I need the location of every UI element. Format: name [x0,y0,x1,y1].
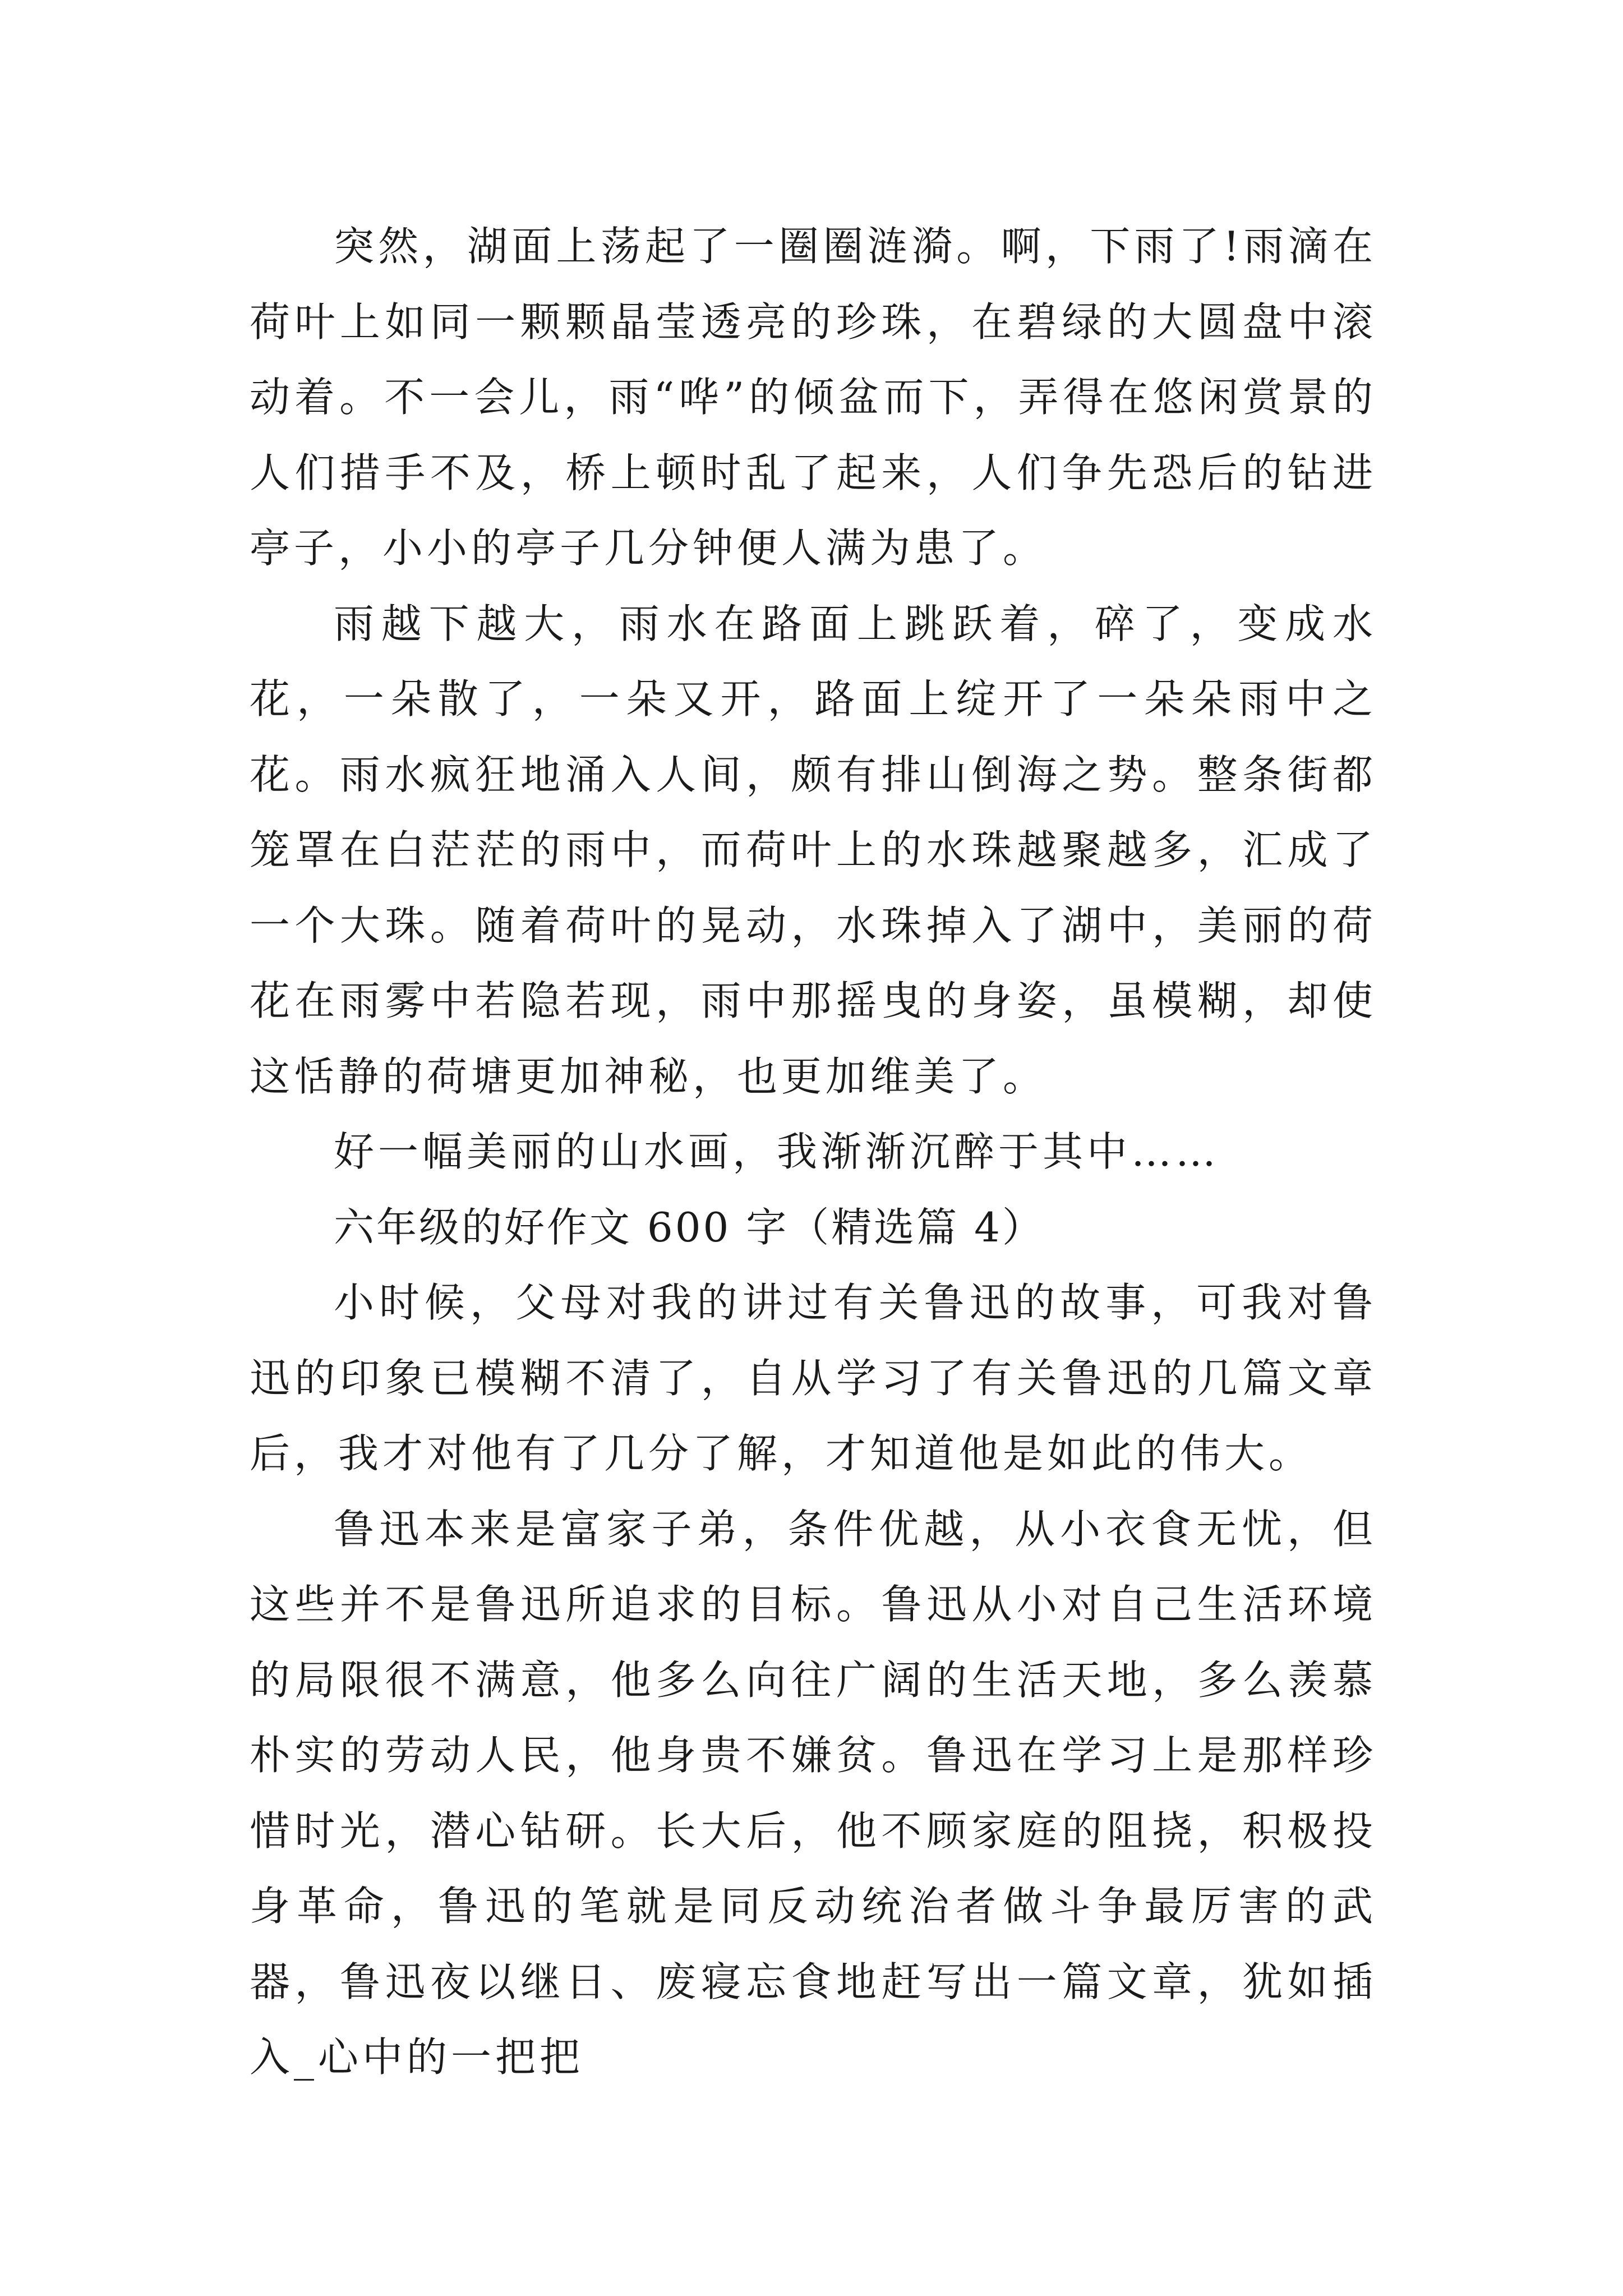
essay-heading: 六年级的好作文 600 字（精选篇 4） [334,1203,1045,1251]
document-body [250,209,1377,2095]
paragraph-luxun-biography: 鲁迅本来是富家子弟，条件优越，从小衣食无忧，但这些并不是鲁迅所追求的目标。鲁迅从小对自己生活环境的局限很不满意，他多么向往广阔的生活天地，多么羡慕朴实的劳动人民，他身贵不嫌贫。鲁迅在学习上是那样珍惜时光，潜心钻研。长大后，他不顾家庭的阻挠，积极投身革命，鲁迅的笔就是同反动统治者做斗争最厉害的武器，鲁迅夜以继日、废寝忘食地赶写出一篇文章，犹如插入_心中的一把把 [250,1505,1377,2081]
paragraph-childhood-luxun: 小时候，父母对我的讲过有关鲁迅的故事，可我对鲁迅的印象已模糊不清了，自从学习了有关鲁迅的几篇文章后，我才对他有了几分了解，才知道他是如此的伟大。 [250,1279,1377,1477]
paragraph-rain-begins: 突然，湖面上荡起了一圈圈涟漪。啊，下雨了!雨滴在荷叶上如同一颗颗晶莹透亮的珍珠，在碧绿的大圆盘中滚动着。不一会儿，雨“哗”的倾盆而下，弄得在悠闲赏景的人们措手不及，桥上顿时乱了起来，人们争先恐后的钻进亭子，小小的亭子几分钟便人满为患了。 [250,223,1377,572]
paragraph-landscape-painting: 好一幅美丽的山水画，我渐渐沉醉于其中…… [334,1128,1220,1175]
paragraph-heavy-rain: 雨越下越大，雨水在路面上跳跃着，碎了，变成水花，一朵散了，一朵又开，路面上绽开了一朵朵雨中之花。雨水疯狂地涌入人间，颇有排山倒海之势。整条街都笼罩在白茫茫的雨中，而荷叶上的水珠越聚越多，汇成了一个大珠。随着荷叶的晃动，水珠掉入了湖中，美丽的荷花在雨雾中若隐若现，雨中那摇曳的身姿，虽模糊，却使这恬静的荷塘更加神秘，也更加维美了。 [250,600,1377,1100]
